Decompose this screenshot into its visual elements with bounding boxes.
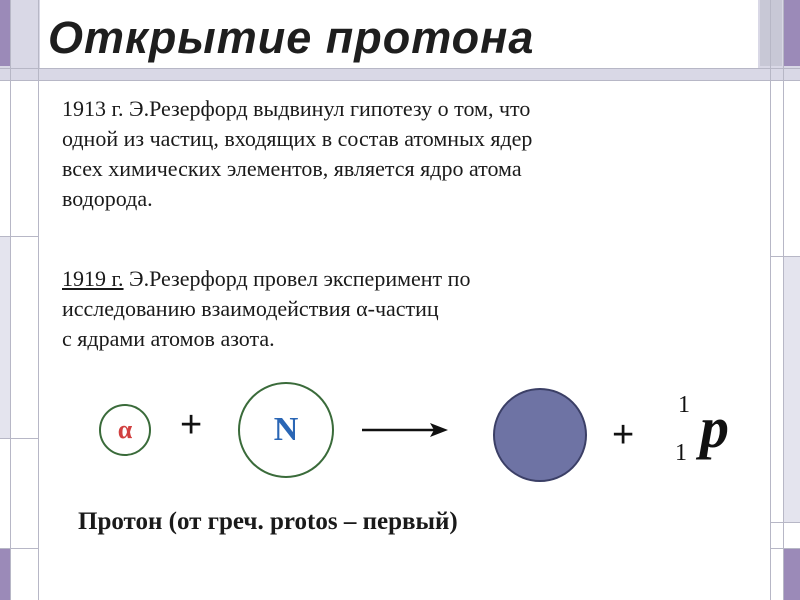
sparkle-icon [698, 8, 758, 66]
frame-line [10, 0, 11, 600]
paragraph-line: одной из частиц, входящих в состав атомных ядер [62, 126, 533, 151]
frame-line [770, 548, 800, 549]
frame-line [783, 0, 784, 600]
frame-block-top-right [760, 0, 782, 66]
frame-accent-bottom-left [0, 548, 10, 600]
frame-accent-top-left [0, 0, 10, 66]
proton-charge-number: 1 [675, 440, 687, 466]
paragraph-line: 1913 г. Э.Резерфорд выдвинул гипотезу о том, что [62, 96, 531, 121]
proton-definition: Протон (от греч. protos – первый) [78, 508, 458, 535]
slide-title: Открытие протона [48, 12, 535, 63]
proton-symbol: p [700, 395, 729, 460]
frame-right-box [783, 256, 800, 522]
product-nucleus [493, 388, 587, 482]
year-label: 1919 г. [62, 266, 124, 291]
frame-line [0, 236, 38, 237]
paragraph-1919 [62, 264, 762, 354]
paragraph-1913 [62, 94, 762, 214]
paragraph-line: с ядрами атомов азота. [62, 326, 275, 351]
frame-line [38, 0, 39, 600]
paragraph-line: исследованию взаимодействия α-частиц [62, 296, 439, 321]
paragraph-line: водорода. [62, 186, 153, 211]
right-arrow-icon [360, 420, 448, 440]
proton-mass-number: 1 [678, 392, 690, 418]
paragraph-text: Э.Резерфорд провел эксперимент по [123, 266, 471, 291]
paragraph-line: всех химических элементов, является ядро атома [62, 156, 522, 181]
frame-line [0, 438, 38, 439]
frame-accent-bottom-right [783, 548, 800, 600]
alpha-particle: α [99, 404, 151, 456]
nitrogen-nucleus: N [238, 382, 334, 478]
frame-left-box [0, 236, 10, 438]
frame-line [0, 548, 38, 549]
frame-line [770, 522, 800, 523]
frame-accent-top-right [783, 0, 800, 66]
frame-line [770, 256, 800, 257]
plus-sign: + [180, 404, 203, 446]
frame-line [0, 80, 800, 81]
frame-line [770, 0, 771, 600]
plus-sign: + [612, 414, 635, 456]
paragraph-line [62, 264, 762, 294]
